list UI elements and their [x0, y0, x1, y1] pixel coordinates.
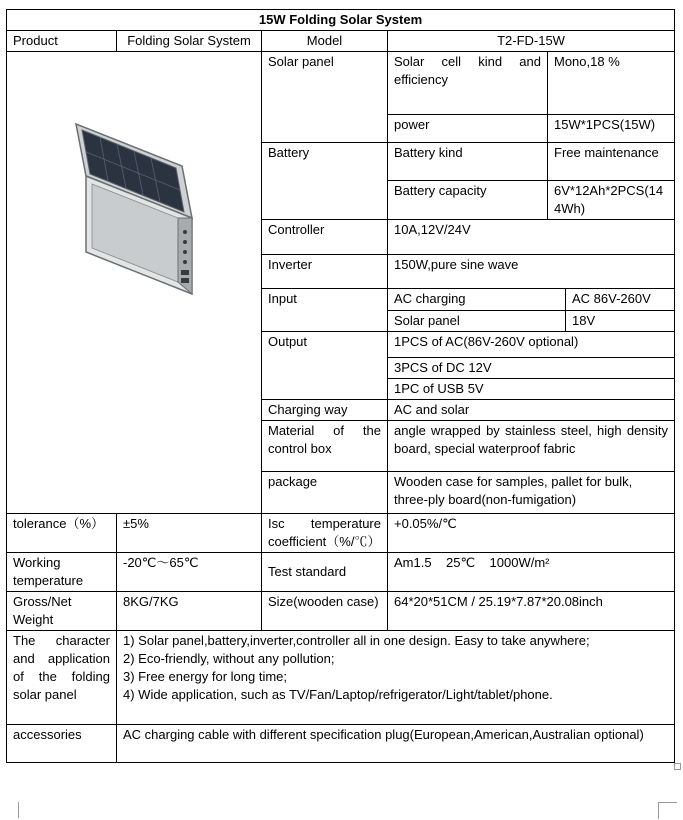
crop-mark-bottom-left: [0, 802, 19, 818]
solar-panel-label: Solar panel: [262, 52, 388, 143]
battery-kind-key: Battery kind: [388, 143, 548, 181]
list-item: 4) Wide application, such as TV/Fan/Laptop/refrigerator/Light/tablet/phone.: [123, 687, 553, 702]
working-temp-value: -20℃～65℃: [117, 553, 262, 592]
solar-cell-kind-value: Mono,18 %: [548, 52, 675, 115]
package-value: Wooden case for samples, pallet for bulk, three-ply board(non-fumigation): [388, 472, 675, 514]
output-usb: 1PC of USB 5V: [388, 379, 675, 400]
battery-capacity-key: Battery capacity: [388, 181, 548, 220]
list-item: 3) Free energy for long time;: [123, 669, 288, 684]
material-value: angle wrapped by stainless steel, high density board, special waterproof fabric: [388, 421, 675, 472]
product-label: Product: [7, 31, 117, 52]
controller-value: 10A,12V/24V: [388, 220, 675, 255]
crop-mark-bottom-right: [658, 802, 677, 819]
weight-label: Gross/Net Weight: [7, 592, 117, 631]
inverter-value: 150W,pure sine wave: [388, 255, 675, 289]
accessories-label: accessories: [7, 725, 117, 763]
character-label: The character and application of the folding solar panel: [7, 631, 117, 725]
charging-way-label: Charging way: [262, 400, 388, 421]
spec-table: [6, 9, 675, 763]
product-image-cell: [7, 52, 262, 514]
working-temp-label: Working temperature: [7, 553, 117, 592]
test-standard-label: Test standard: [262, 553, 388, 592]
input-solar-panel-value: 18V: [566, 311, 675, 332]
ac-charging-value: AC 86V-260V: [566, 289, 675, 311]
accessories-value: AC charging cable with different specification plug(European,American,Australian optional): [117, 725, 675, 763]
character-list: [123, 632, 668, 704]
test-standard-value: Am1.5 25℃ 1000W/m²: [388, 553, 675, 592]
solar-cell-kind-key: Solar cell kind and efficiency: [388, 52, 548, 115]
tolerance-value: ±5%: [117, 514, 262, 553]
material-label: Material of the control box: [262, 421, 388, 472]
power-value: 15W*1PCS(15W): [548, 115, 675, 143]
output-dc: 3PCS of DC 12V: [388, 358, 675, 379]
output-ac: 1PCS of AC(86V-260V optional): [388, 332, 675, 358]
folding-solar-system-image: [62, 114, 212, 304]
table-title: 15W Folding Solar System: [7, 10, 675, 31]
package-label: package: [262, 472, 388, 514]
inverter-label: Inverter: [262, 255, 388, 289]
battery-capacity-value: 6V*12Ah*2PCS(144Wh): [548, 181, 675, 220]
controller-label: Controller: [262, 220, 388, 255]
model-label: Model: [262, 31, 388, 52]
size-value: 64*20*51CM / 25.19*7.87*20.08inch: [388, 592, 675, 631]
ac-charging-key: AC charging: [388, 289, 566, 311]
isc-label: Isc temperature coefficient（%/℃）: [262, 514, 388, 553]
list-item: 2) Eco-friendly, without any pollution;: [123, 651, 335, 666]
size-label: Size(wooden case): [262, 592, 388, 631]
table-resize-handle: [674, 763, 681, 770]
battery-label: Battery: [262, 143, 388, 220]
list-item: 1) Solar panel,battery,inverter,controller all in one design. Easy to take anywhere;: [123, 633, 590, 648]
battery-kind-value: Free maintenance: [548, 143, 675, 181]
output-label: Output: [262, 332, 388, 400]
model-value: T2-FD-15W: [388, 31, 675, 52]
power-key: power: [388, 115, 548, 143]
tolerance-label: tolerance（%）: [7, 514, 117, 553]
isc-value: +0.05%/℃: [388, 514, 675, 553]
input-label: Input: [262, 289, 388, 332]
character-list-cell: [117, 631, 675, 725]
charging-way-value: AC and solar: [388, 400, 675, 421]
weight-value: 8KG/7KG: [117, 592, 262, 631]
input-solar-panel-key: Solar panel: [388, 311, 566, 332]
product-value: Folding Solar System: [117, 31, 262, 52]
